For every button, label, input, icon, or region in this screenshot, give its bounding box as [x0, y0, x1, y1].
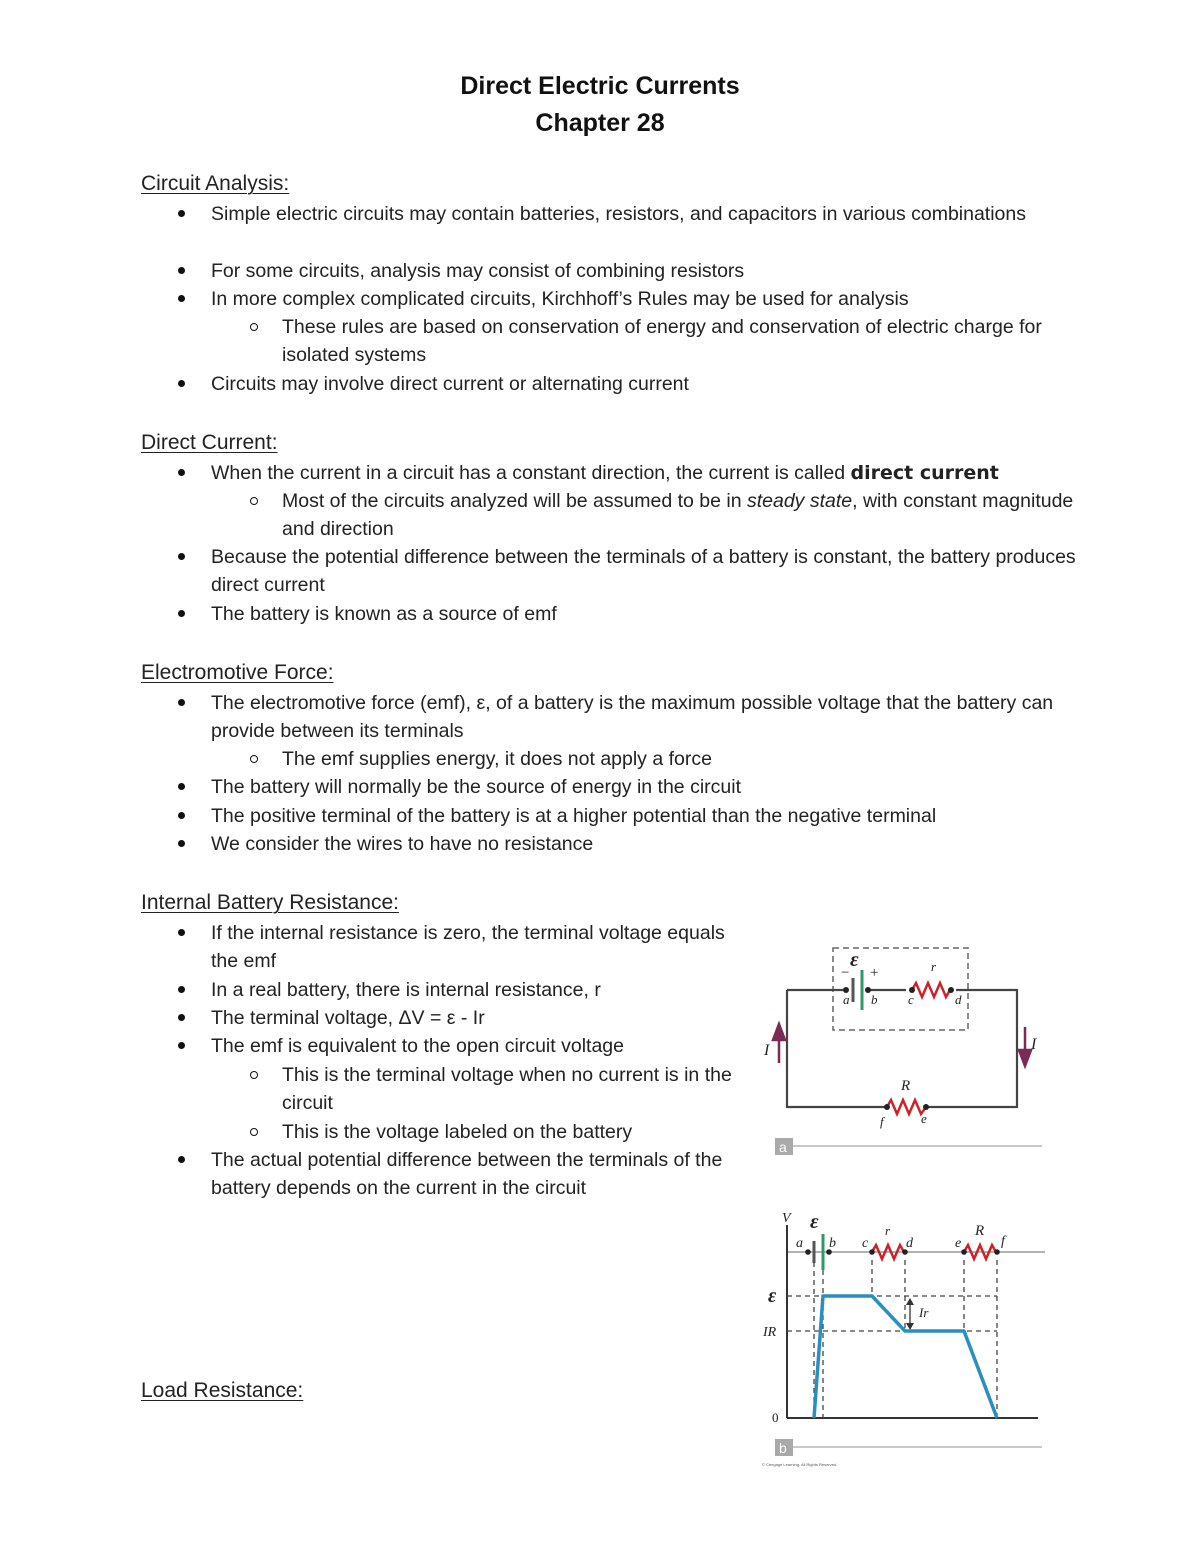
terminal-dot — [884, 1104, 890, 1110]
ir-drop-label: Ir — [919, 1305, 929, 1320]
list-item: Circuits may involve direct current or alternating current — [211, 370, 1091, 398]
point-label: a — [796, 1236, 803, 1251]
copyright-notice: © Cengage Learning. All Rights Reserved. — [762, 1462, 838, 1467]
ir-tick-label: IR — [763, 1325, 777, 1340]
potential-diagram — [758, 1200, 1058, 1472]
terminal-dot — [948, 987, 954, 993]
heading-electromotive-force: Electromotive Force: — [141, 661, 334, 684]
sub-list-item: This is the voltage labeled on the battery — [282, 1118, 742, 1146]
panel-label-a: a — [779, 1139, 787, 1155]
heading-load-resistance: Load Resistance: — [141, 1379, 304, 1402]
bold-term: direct current — [850, 462, 999, 484]
point-label: b — [829, 1236, 836, 1251]
list-item: If the internal resistance is zero, the terminal voltage equals the emf — [211, 919, 741, 975]
v-axis-label: V — [782, 1211, 791, 1226]
current-label: I — [764, 1042, 770, 1059]
heading-direct-current: Direct Current: — [141, 431, 278, 454]
sub-list-item — [282, 487, 1082, 543]
sub-list-item: These rules are based on conservation of energy and conservation of electric charge for isolated systems — [282, 313, 1082, 369]
list-item: The electromotive force (emf), ε, of a battery is the maximum possible voltage that the battery can provide between its terminals — [211, 689, 1091, 745]
current-label: I — [1031, 1036, 1037, 1053]
list-item: The battery will normally be the source of energy in the circuit — [211, 773, 1091, 801]
panel-label-b: b — [779, 1440, 787, 1456]
italic-term: steady state — [746, 490, 853, 512]
list-item: The battery is known as a source of emf — [211, 600, 1091, 628]
terminal-dot — [923, 1104, 929, 1110]
sub-list-item: The emf supplies energy, it does not apply a force — [282, 745, 1082, 773]
current-arrow-down — [1019, 1027, 1031, 1066]
point-label: f — [1001, 1234, 1005, 1249]
point-label: e — [921, 1111, 927, 1126]
point-label: d — [955, 992, 962, 1007]
list-item: For some circuits, analysis may consist of combining resistors — [211, 257, 1091, 285]
load-resistance-label: R — [901, 1078, 911, 1094]
current-arrow-up — [773, 1024, 785, 1063]
list-item: The actual potential difference between the terminals of the battery depends on the current in the circuit — [211, 1146, 741, 1202]
item-text: , with constant magnitude and direction — [282, 490, 1074, 541]
heading-circuit-analysis: Circuit Analysis: — [141, 172, 290, 195]
point-label: d — [906, 1236, 913, 1251]
list-item: In more complex complicated circuits, Kirchhoff’s Rules may be used for analysis — [211, 285, 1091, 313]
list-item: In a real battery, there is internal resistance, r — [211, 976, 741, 1004]
internal-resistance-label: r — [931, 959, 937, 974]
sub-list-item: This is the terminal voltage when no current is in the circuit — [282, 1061, 742, 1117]
list-item: The terminal voltage, ΔV = ε - Ir — [211, 1004, 741, 1032]
load-resistance-label: R — [975, 1223, 985, 1239]
list-item: Simple electric circuits may contain batteries, resistors, and capacitors in various combinations — [211, 200, 1091, 228]
item-text: Most of the circuits analyzed will be assumed to be in — [282, 490, 747, 512]
list-item: The positive terminal of the battery is at a higher potential than the negative terminal — [211, 802, 1091, 830]
heading-internal-battery-resistance: Internal Battery Resistance: — [141, 891, 399, 914]
point-label: c — [908, 992, 914, 1007]
point-label: a — [843, 992, 850, 1007]
list-item: We consider the wires to have no resistance — [211, 830, 1091, 858]
plus-sign: + — [870, 965, 879, 981]
list-item: Because the potential difference between the terminals of a battery is constant, the battery produces direct current — [211, 543, 1091, 599]
emf-tick-label: ε — [768, 1285, 777, 1307]
point-label: b — [871, 992, 878, 1007]
internal-resistance-label: r — [885, 1223, 891, 1238]
chapter-title: Chapter 28 — [535, 109, 665, 137]
point-label: e — [955, 1236, 962, 1251]
document-title: Direct Electric Currents — [460, 72, 740, 100]
emf-label: ε — [810, 1209, 819, 1233]
list-item — [211, 459, 1091, 487]
point-label: f — [880, 1114, 884, 1129]
zero-tick-label: 0 — [772, 1410, 779, 1425]
internal-resistor — [912, 983, 950, 997]
list-item: The emf is equivalent to the open circuit voltage — [211, 1032, 741, 1060]
circuit-diagram — [758, 938, 1058, 1163]
minus-sign: − — [841, 965, 850, 981]
emf-label: ε — [850, 947, 859, 971]
point-label: c — [862, 1236, 869, 1251]
item-text: When the current in a circuit has a constant direction, the current is called — [211, 462, 851, 484]
